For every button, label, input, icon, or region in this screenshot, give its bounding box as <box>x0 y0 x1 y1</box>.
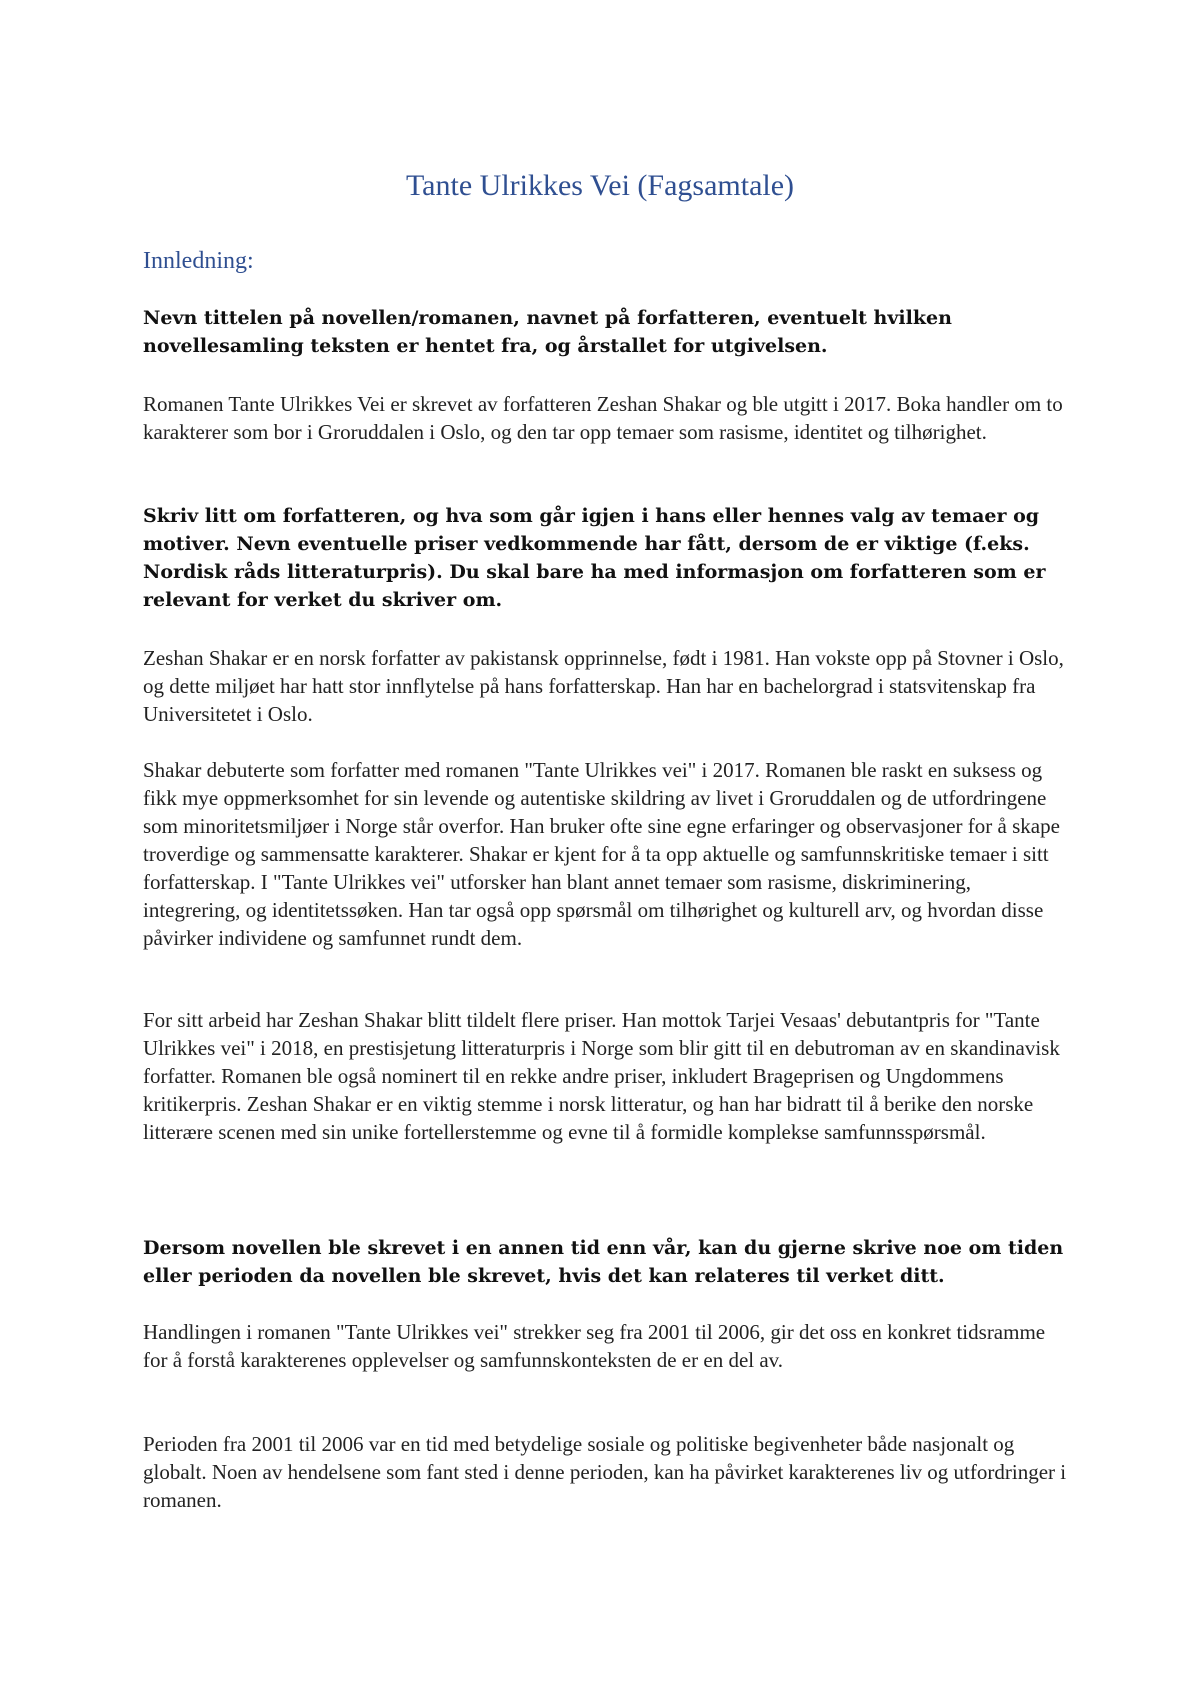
section-heading: Innledning: <box>143 248 254 274</box>
question-2: Skriv litt om forfatteren, og hva som går igjen i hans eller hennes valg av temaer og motiver. Nevn eventuelle priser vedkommende har fått, dersom de er viktige (f.eks. Nordisk råds litteraturpris). Du skal bare ha med informasjon om forfatteren som er relevant for verket du skriver om. <box>143 505 1046 611</box>
paragraph-4: For sitt arbeid har Zeshan Shakar blitt tildelt flere priser. Han mottok Tarjei Vesaas' debutantpris for "Tante Ulrikkes vei" i 2018, en prestisjetung litteraturpris i Norge som blir gitt til en debutroman av en skandinavisk forfatter. Romanen ble også nominert til en rekke andre priser, inkludert Brageprisen og Ungdommens kritikerpris. Zeshan Shakar er en viktig stemme i norsk litteratur, og han har bidratt til å berike den norske litterære scenen med sin unike fortellerstemme og evne til å formidle komplekse samfunnsspørsmål. <box>143 1008 1060 1144</box>
paragraph-5: Handlingen i romanen "Tante Ulrikkes vei" strekker seg fra 2001 til 2006, gir det oss en konkret tidsramme for å forstå karakterenes opplevelser og samfunnskonteksten de er en del av. <box>143 1320 1046 1372</box>
question-1: Nevn tittelen på novellen/romanen, navnet på forfatteren, eventuelt hvilken novellesamling teksten er hentet fra, og årstallet for utgivelsen. <box>143 307 952 357</box>
question-3: Dersom novellen ble skrevet i en annen tid enn vår, kan du gjerne skrive noe om tiden eller perioden da novellen ble skrevet, hvis det kan relateres til verket ditt. <box>143 1237 1064 1287</box>
paragraph-6: Perioden fra 2001 til 2006 var en tid med betydelige sosiale og politiske begivenheter både nasjonalt og globalt. Noen av hendelsene som fant sted i denne perioden, kan ha påvirket karakterenes liv og utfordringer i romanen. <box>143 1432 1067 1512</box>
paragraph-1: Romanen Tante Ulrikkes Vei er skrevet av forfatteren Zeshan Shakar og ble utgitt i 2017. Boka handler om to karakterer som bor i Groruddalen i Oslo, og den tar opp temaer som rasisme, identitet og tilhørighet. <box>143 392 1063 444</box>
document-title: Tante Ulrikkes Vei (Fagsamtale) <box>405 169 795 202</box>
paragraph-2: Zeshan Shakar er en norsk forfatter av pakistansk opprinnelse, født i 1981. Han vokste opp på Stovner i Oslo, og dette miljøet har hatt stor innflytelse på hans forfatterskap. Han har en bachelorgrad i statsvitenskap fra Universitetet i Oslo. <box>143 646 1064 726</box>
paragraph-3: Shakar debuterte som forfatter med romanen "Tante Ulrikkes vei" i 2017. Romanen ble raskt en suksess og fikk mye oppmerksomhet for sin levende og autentiske skildring av livet i Groruddalen og de utfordringene som minoritetsmiljøer i Norge står overfor. Han bruker ofte sine egne erfaringer og observasjoner for å skape troverdige og sammensatte karakterer. Shakar er kjent for å ta opp aktuelle og samfunnskritiske temaer i sitt forfatterskap. I "Tante Ulrikkes vei" utforsker han blant annet temaer som rasisme, diskriminering, integrering, og identitetssøken. Han tar også opp spørsmål om tilhørighet og kulturell arv, og hvordan disse påvirker individene og samfunnet rundt dem. <box>143 758 1060 950</box>
